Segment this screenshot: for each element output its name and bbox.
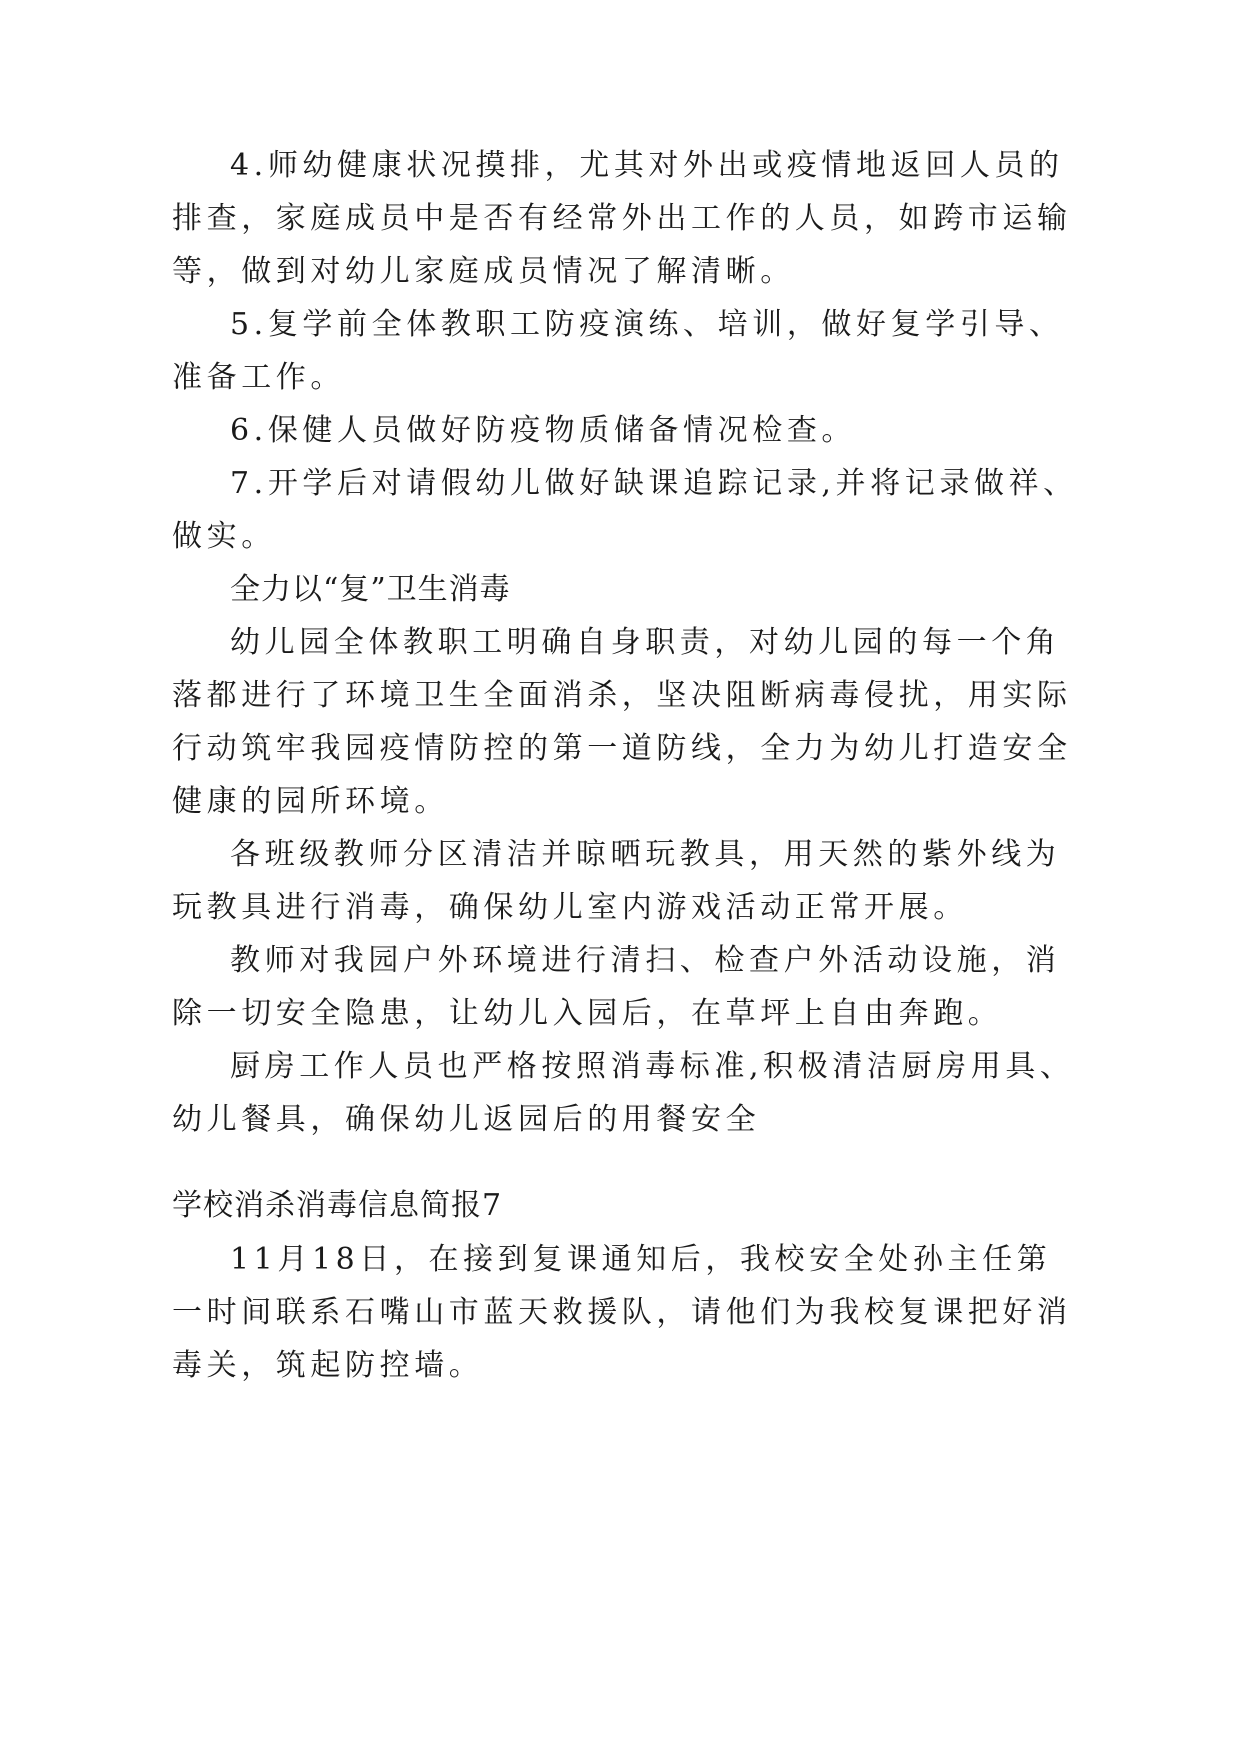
paragraph-line: 玩教具进行消毒，确保幼儿室内游戏活动正常开展。 <box>172 890 968 925</box>
paragraph-line: 各班级教师分区清洁并晾晒玩教具，用天然的紫外线为 <box>230 837 1061 872</box>
paragraph-line: 11月18日，在接到复课通知后，我校安全处孙主任第 <box>230 1242 1052 1277</box>
paragraph-line: 除一切安全隐患，让幼儿入园后，在草坪上自由奔跑。 <box>172 996 1003 1031</box>
paragraph-line: 落都进行了环境卫生全面消杀，坚决阻断病毒侵扰，用实际 <box>172 678 1072 713</box>
section-heading: 全力以“复”卫生消毒 <box>230 572 511 607</box>
paragraph-line: 7.开学后对请假幼儿做好缺课追踪记录,并将记录做祥、 <box>230 466 1078 501</box>
paragraph-line: 厨房工作人员也严格按照消毒标准,积极清洁厨房用具、 <box>230 1049 1075 1084</box>
paragraph-line: 准备工作。 <box>172 360 345 395</box>
paragraph-line: 幼儿餐具，确保幼儿返园后的用餐安全 <box>172 1102 761 1137</box>
paragraph-line: 4.师幼健康状况摸排，尤其对外出或疫情地返回人员的 <box>230 148 1064 183</box>
paragraph-line: 行动筑牢我园疫情防控的第一道防线，全力为幼儿打造安全 <box>172 731 1072 766</box>
paragraph-line: 一时间联系石嘴山市蓝天救援队，请他们为我校复课把好消 <box>172 1295 1072 1330</box>
paragraph-line: 毒关，筑起防控墙。 <box>172 1348 484 1383</box>
paragraph-line: 5.复学前全体教职工防疫演练、培训，做好复学引导、 <box>230 307 1064 342</box>
paragraph-line: 幼儿园全体教职工明确自身职责，对幼儿园的每一个角 <box>230 625 1061 660</box>
article-title: 学校消杀消毒信息简报7 <box>172 1188 503 1223</box>
paragraph-line: 排查，家庭成员中是否有经常外出工作的人员，如跨市运输 <box>172 201 1072 236</box>
paragraph-line: 6.保健人员做好防疫物质储备情况检查。 <box>230 413 857 448</box>
paragraph-line: 健康的园所环境。 <box>172 784 449 819</box>
paragraph-line: 教师对我园户外环境进行清扫、检查户外活动设施，消 <box>230 943 1061 978</box>
paragraph-line: 等，做到对幼儿家庭成员情况了解清晰。 <box>172 254 795 289</box>
paragraph-line: 做实。 <box>172 519 276 554</box>
